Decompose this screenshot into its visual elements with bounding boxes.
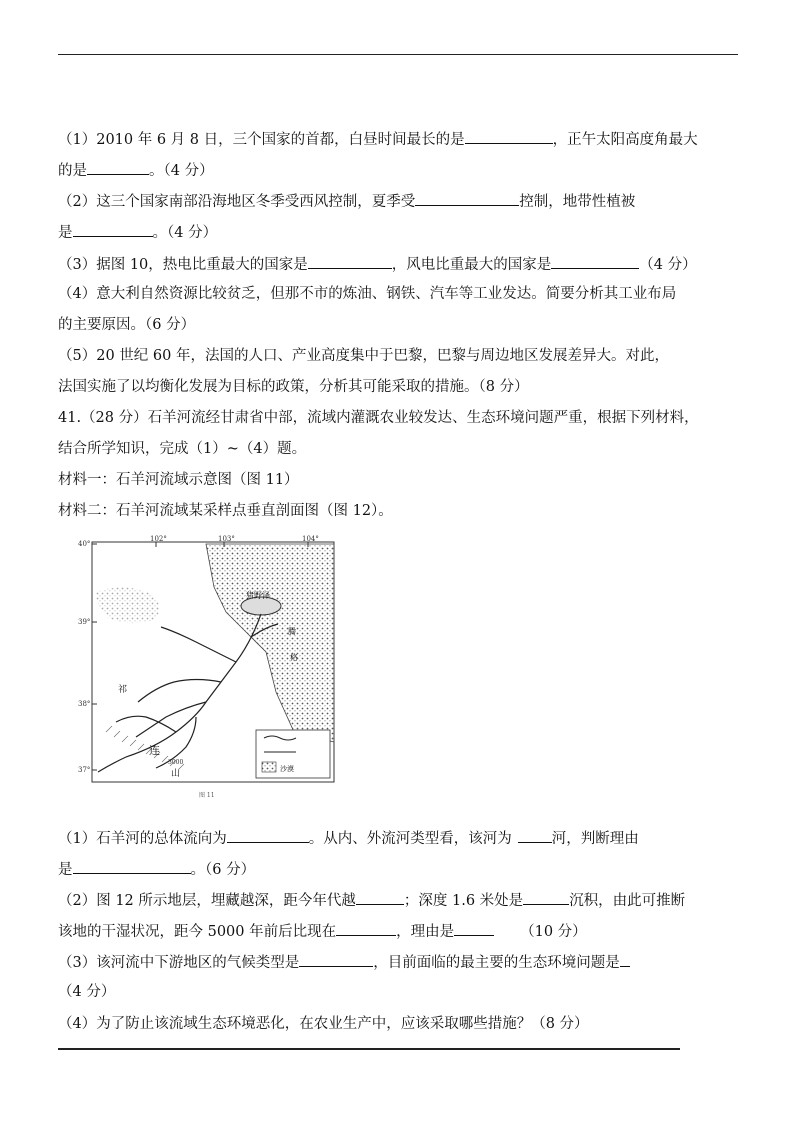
header-rule (58, 54, 738, 55)
q40-part1-line1 (58, 128, 740, 150)
answer-blank[interactable] (227, 827, 309, 843)
text-segment: 是 (58, 862, 73, 878)
answer-blank[interactable] (454, 920, 494, 936)
text-segment: 沉积，由此可推断 (569, 893, 686, 909)
lon-label: 104° (302, 535, 319, 543)
text-segment: 是 (58, 225, 73, 241)
answer-blank[interactable] (73, 858, 191, 874)
answer-blank[interactable] (299, 951, 373, 967)
answer-blank[interactable] (465, 128, 553, 144)
q41-part3-line2: （4 分） (58, 984, 116, 1000)
text-segment: 该地的干湿状况，距今 5000 年前后比现在 (58, 924, 337, 940)
legend-desert-label: 沙漠 (280, 765, 294, 773)
text-segment: 。（4 分） (152, 225, 218, 241)
answer-blank[interactable] (336, 920, 396, 936)
q40-part4-line1: （4）意大利自然资源比较贫乏，但那不市的炼油、钢铁、汽车等工业发达。简要分析其工业布局 (58, 286, 677, 302)
text-segment: ，目前面临的最主要的生态环境问题是 (373, 955, 620, 971)
figure-caption: 图 11 (199, 792, 215, 799)
text-segment: （3）该河流中下游地区的气候类型是 (58, 955, 300, 971)
mountain-name-char: 山 (171, 769, 181, 779)
answer-blank[interactable] (356, 889, 404, 905)
q40-part3 (58, 253, 740, 275)
shiyang-river-basin-map (56, 532, 346, 812)
q41-part1-line1 (58, 827, 740, 849)
text-segment: （3）据图 10，热电比重最大的国家是 (58, 257, 308, 273)
q41-material1: 材料一：石羊河流域示意图（图 11） (58, 472, 299, 488)
text-segment: （1）石羊河的总体流向为 (58, 831, 227, 847)
lat-label: 38° (78, 700, 91, 708)
text-segment: ；深度 1.6 米处是 (403, 893, 524, 909)
q41-part2-line1 (58, 889, 740, 911)
q41-part3-line1 (58, 951, 740, 973)
q40-part5-line2: 法国实施了以均衡化发展为目标的政策，分析其可能采取的措施。（8 分） (58, 379, 529, 395)
text-segment: （4 分） (639, 257, 697, 273)
lake-label: 猪野泽 (246, 591, 270, 600)
text-segment: （2）图 12 所示地层，埋藏越深，距今年代越 (58, 893, 356, 909)
text-segment: 河，判断理由 (551, 831, 639, 847)
q41-part4: （4）为了防止该流域生态环境恶化，在农业生产中，应该采取哪些措施？（8 分） (58, 1016, 589, 1032)
text-segment: 控制，地带性植被 (519, 194, 636, 210)
q40-part5-line1: （5）20 世纪 60 年，法国的人口、产业高度集中于巴黎，巴黎与周边地区发展差异大。对此， (58, 348, 669, 364)
answer-blank[interactable] (523, 889, 569, 905)
answer-blank[interactable] (620, 951, 630, 967)
footer-rule (58, 1048, 680, 1050)
lon-label: 102° (150, 535, 167, 543)
mountain-name-char: 祁 (118, 685, 128, 695)
lat-label: 40° (78, 540, 91, 548)
text-segment: 。（4 分） (149, 163, 214, 179)
mountain-name-char: 连 (149, 744, 160, 757)
lat-label: 37° (78, 766, 91, 774)
text-segment: （2）这三个国家南部沿海地区冬季受西风控制，夏季受 (58, 194, 416, 210)
answer-blank[interactable] (415, 190, 519, 206)
q40-part2-line1 (58, 190, 740, 212)
text-segment: 。（6 分） (190, 862, 256, 878)
q40-part1-line2 (58, 159, 740, 181)
text-segment: （10 分） (520, 924, 587, 940)
text-segment: 的是 (58, 163, 87, 179)
q41-intro-line1: 41.（28 分）石羊河流经甘肃省中部，流域内灌溉农业较发达、生态环境问题严重，根据下列材料， (58, 410, 699, 426)
text-segment: ，风电比重最大的国家是 (391, 257, 552, 273)
text-segment: ，理由是 (396, 924, 455, 940)
scale-label: 3000 (168, 759, 184, 766)
q41-intro-line2: 结合所学知识，完成（1）~（4）题。 (58, 441, 307, 457)
lat-label: 39° (78, 618, 91, 626)
answer-blank[interactable] (87, 159, 149, 175)
answer-blank[interactable] (551, 253, 639, 269)
answer-blank[interactable] (518, 827, 552, 843)
answer-blank[interactable] (308, 253, 392, 269)
lon-label: 103° (218, 535, 235, 543)
q40-part2-line2 (58, 221, 740, 243)
q41-part2-line2 (58, 920, 740, 942)
desert-name-char: 格 (290, 653, 298, 662)
q41-material2: 材料二：石羊河流域某采样点垂直剖面图（图 12）。 (58, 503, 393, 519)
text-segment: 。从内、外流河类型看，该河为 (308, 831, 512, 847)
answer-blank[interactable] (73, 221, 153, 237)
desert-patch (96, 587, 159, 623)
text-segment: ，正午太阳高度角最大 (552, 132, 698, 148)
q40-part4-line2: 的主要原因。（6 分） (58, 317, 196, 333)
desert-area (206, 544, 334, 742)
desert-name-char: 腾 (288, 627, 296, 636)
text-segment: （1）2010 年 6 月 8 日，三个国家的首都，白昼时间最长的是 (58, 132, 465, 148)
q41-part1-line2 (58, 858, 740, 880)
legend-desert-symbol (262, 762, 276, 772)
